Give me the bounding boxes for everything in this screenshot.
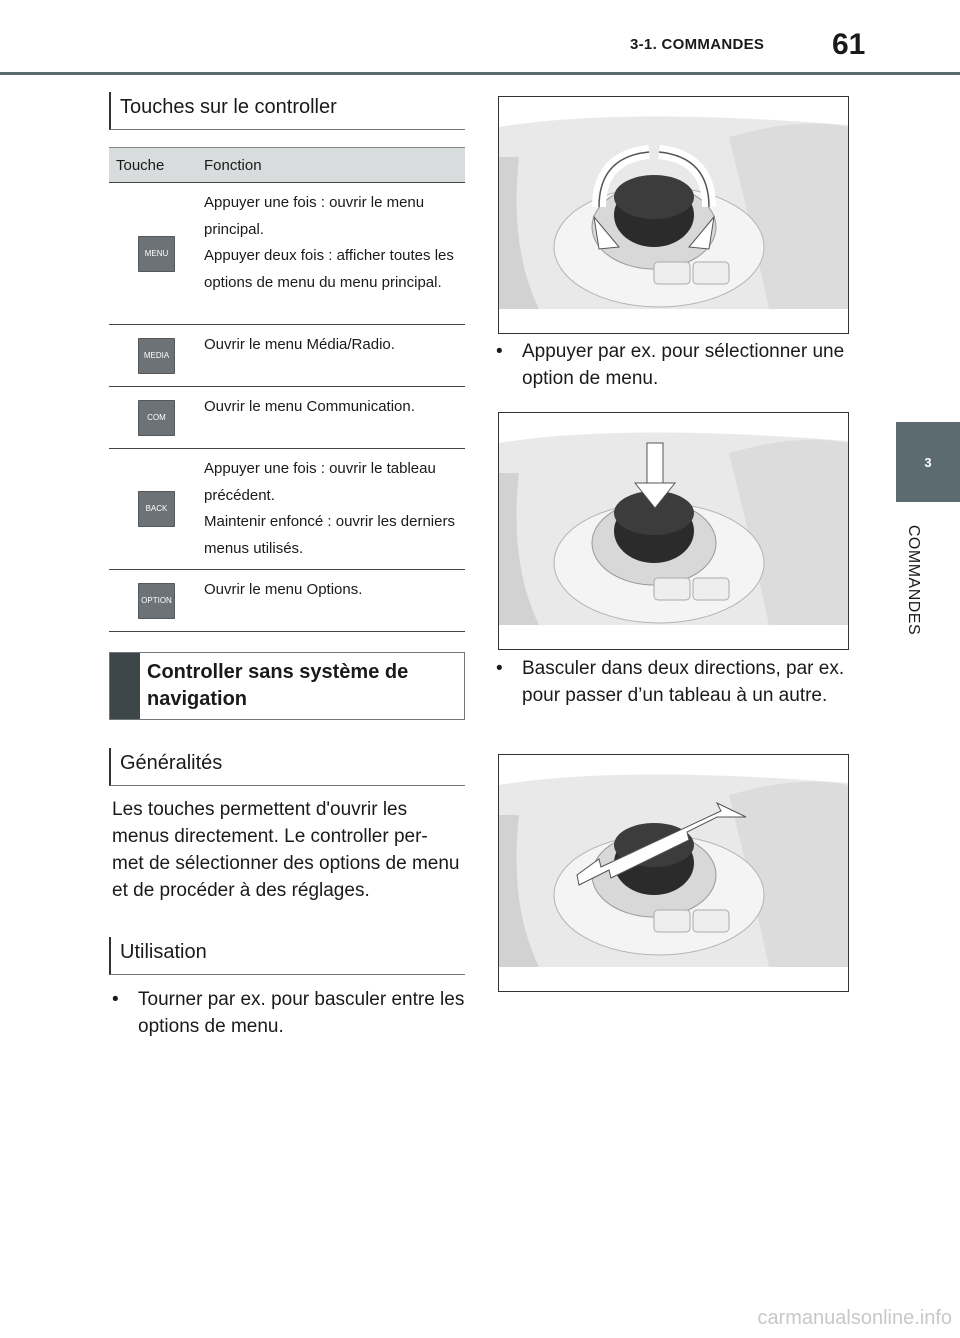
key-function-text: Appuyer une fois : ouvrir le menu principal. Appuyer deux fois : afficher toutes les options de menu du menu principal.	[204, 194, 454, 291]
chapter-tab[interactable]	[896, 422, 960, 502]
page-number: 61	[832, 28, 866, 61]
bullet-item: • Appuyer par ex. pour sélectionner une option de menu.	[496, 341, 845, 389]
controller-heading-text: Controller sans système de navigation	[147, 661, 409, 710]
com-key-icon: COM	[138, 400, 175, 436]
key-function-text: Appuyer une fois : ouvrir le tableau précédent. Maintenir enfoncé : ouvrir les derniers menus utilisés.	[204, 460, 455, 557]
key-function-text: Ouvrir le menu Options.	[204, 570, 465, 632]
controller-press-figure	[498, 412, 849, 650]
back-key-icon: BACK	[138, 491, 175, 527]
controller-rotate-figure	[498, 96, 849, 334]
media-key-icon: MEDIA	[138, 338, 175, 374]
menu-key-icon: MENU	[138, 236, 175, 272]
bullet-item: • Basculer dans deux directions, par ex. pour passer d’un tableau à un autre.	[496, 658, 845, 706]
bullet-item: • Tourner par ex. pour basculer entre les options de menu.	[112, 989, 465, 1037]
table-row	[109, 183, 465, 325]
section-heading-generalites: Généralités	[109, 748, 465, 786]
chapter-label: COMMANDES	[905, 524, 922, 636]
column-header-fonction: Fonction	[204, 148, 465, 183]
section-heading-controller	[109, 652, 465, 720]
column-header-touche: Touche	[109, 148, 204, 183]
generalites-paragraph: Les touches permettent d'ouvrir les menus directement. Le controller per- met de sélectionner des options de menu et de procéder à des réglages.	[112, 799, 460, 901]
table-row	[109, 325, 465, 387]
section-heading-utilisation: Utilisation	[109, 937, 465, 975]
chapter-number: 3	[924, 454, 932, 470]
key-function-text: Ouvrir le menu Média/Radio.	[204, 325, 465, 387]
header-divider	[0, 72, 960, 75]
section-heading-touches: Touches sur le controller	[109, 92, 465, 130]
heading-accent-bar	[110, 653, 140, 719]
table-row	[109, 449, 465, 570]
keys-table	[109, 147, 465, 632]
option-key-icon: OPTION	[138, 583, 175, 619]
controller-tilt-figure	[498, 754, 849, 992]
key-function-text: Ouvrir le menu Communication.	[204, 387, 465, 449]
table-row	[109, 387, 465, 449]
watermark: carmanualsonline.info	[757, 1307, 952, 1329]
header-section-title: 3-1. COMMANDES	[630, 36, 765, 53]
table-row	[109, 570, 465, 632]
